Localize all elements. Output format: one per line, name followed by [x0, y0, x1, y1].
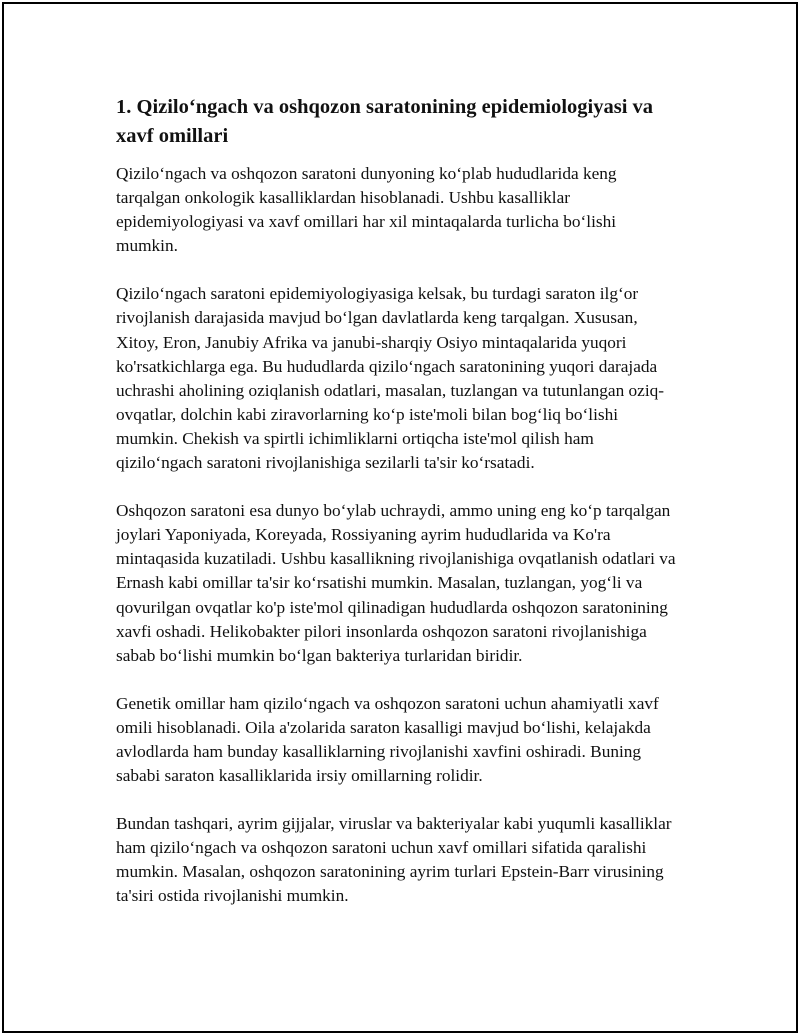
- paragraph-genetic-factors: Genetik omillar ham qizilo‘ngach va oshqozon saratoni uchun ahamiyatli xavf omili hisoblanadi. Oila a'zolarida saraton kasalligi mavjud bo‘lishi, kelajakda avlodlarda ham bunday kasalliklarning rivojlanishi xavfini oshiradi. Buning sababi saraton kasalliklarida irsiy omillarning rolidir.: [116, 693, 659, 786]
- paragraph-introduction: Qizilo‘ngach va oshqozon saratoni dunyoning ko‘plab hududlarida keng tarqalgan onkologik kasalliklardan hisoblanadi. Ushbu kasalliklar epidemiyologiyasi va xavf omillari har xil mintaqalarda turlicha bo‘lishi mumkin.: [116, 164, 617, 256]
- paragraph-infectious-factors: Bundan tashqari, ayrim gijjalar, viruslar va bakteriyalar kabi yuqumli kasalliklar ham qizilo‘ngach va oshqozon saratoni uchun xavf omillari sifatida qaralishi mumkin. Masalan, oshqozon saratonining ayrim turlari Epstein-Barr virusining ta'siri ostida rivojlanishi mumkin.: [116, 814, 672, 906]
- paragraph-gastric-epidemiology: Oshqozon saratoni esa dunyo bo‘ylab uchraydi, ammo uning eng ko‘p tarqalgan joylari Yaponiyada, Koreyada, Rossiyaning ayrim hududlarida va Ko'ra mintaqasida kuzatiladi. Ushbu kasallikning rivojlanishiga ovqatlanish odatlari va Ernash kabi omillar ta'sir ko‘rsatishi mumkin. Masalan, tuzlangan, yog‘li va qovurilgan ovqatlar ko'p iste'mol qilinadigan hududlarda oshqozon saratonining xavfi oshadi. Helikobakter pilori insonlarda oshqozon saratoni rivojlanishiga sabab bo‘lishi mumkin bo‘lgan bakteriya turlaridan biridir.: [116, 501, 676, 665]
- section-heading: 1. Qizilo‘ngach va oshqozon saratonining epidemiologiyasi va xavf omillari: [116, 96, 654, 147]
- document-body: [116, 93, 681, 933]
- paragraph-esophageal-epidemiology: Qizilo‘ngach saratoni epidemiyologiyasiga kelsak, bu turdagi saraton ilg‘or rivojlanish darajasida mavjud bo‘lgan davlatlarda keng tarqalgan. Xususan, Xitoy, Eron, Janubiy Afrika va janubi-sharqiy Osiyo mintaqalarida yuqori ko'rsatkichlarga ega. Bu hududlarda qizilo‘ngach saratonining yuqori darajada uchrashi aholining oziqlanish odatlari, masalan, tuzlangan va tutunlangan oziq-ovqatlar, dolchin kabi ziravorlarning ko‘p iste'moli bilan bog‘liq bo‘lishi mumkin. Chekish va spirtli ichimliklarni ortiqcha iste'mol qilish ham qizilo‘ngach saratoni rivojlanishiga sezilarli ta'sir ko‘rsatadi.: [116, 284, 665, 473]
